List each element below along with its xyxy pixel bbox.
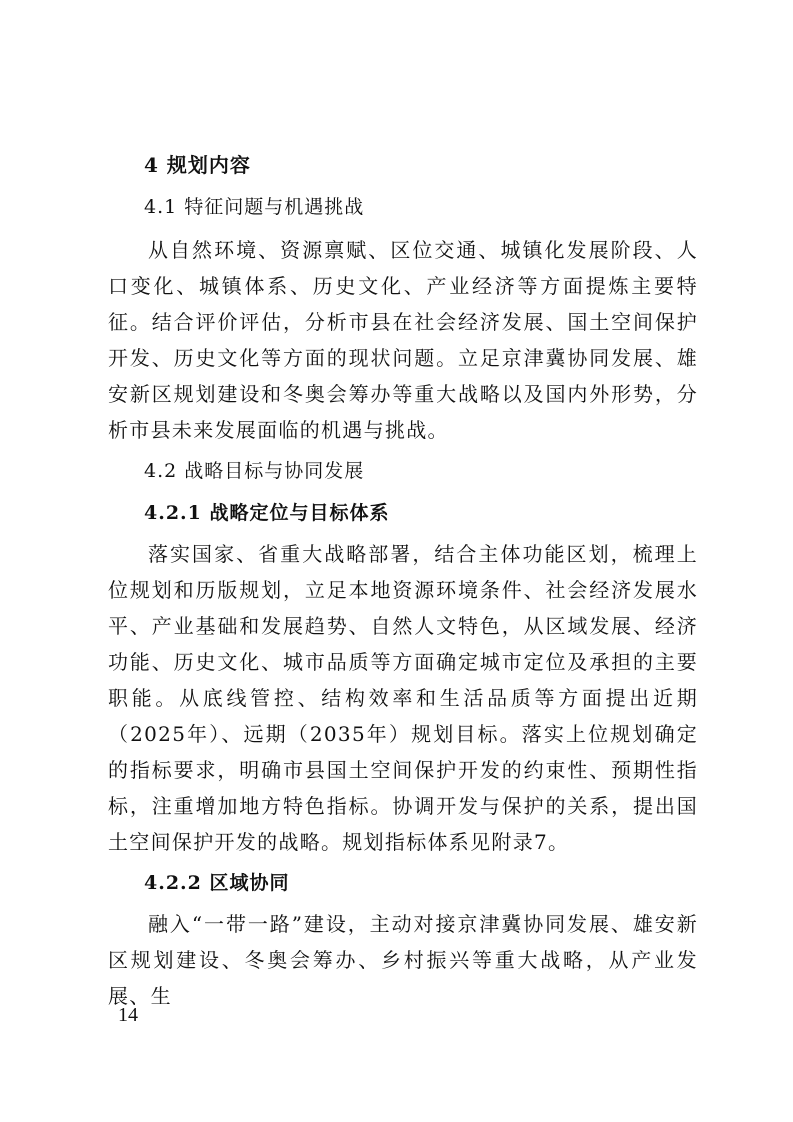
page-content [108, 148, 698, 1020]
paragraph-4-2-2: 融入“一带一路”建设，主动对接京津冀协同发展、雄安新区规划建设、冬奥会筹办、乡村振兴等重大战略，从产业发展、生 [108, 912, 698, 1008]
section-heading: 4 规划内容 [144, 153, 251, 177]
paragraph-4-2-1: 落实国家、省重大战略部署，结合主体功能区划，梳理上位规划和历版规划，立足本地资源环境条件、社会经济发展水平、产业基础和发展趋势、自然人文特色，从区域发展、经济功能、历史文化、城市品质等方面确定城市定位及承担的主要职能。从底线管控、结构效率和生活品质等方面提出近期（2025年）、远期（2035年）规划目标。落实上位规划确定的指标要求，明确市县国土空间保护开发的约束性、预期性指标，注重增加地方特色指标。协调开发与保护的关系，提出国土空间保护开发的战略。规划指标体系见附录7。 [108, 542, 698, 854]
page-number: 14 [118, 1004, 138, 1026]
subsection-heading-4-2: 4.2 战略目标与协同发展 [144, 460, 365, 482]
subsection-heading-4-2-2: 4.2.2 区域协同 [144, 872, 290, 894]
subsection-heading-4-1: 4.1 特征问题与机遇挑战 [144, 196, 365, 218]
paragraph-4-1: 从自然环境、资源禀赋、区位交通、城镇化发展阶段、人口变化、城镇体系、历史文化、产业经济等方面提炼主要特征。结合评价评估，分析市县在社会经济发展、国土空间保护开发、历史文化等方面的现状问题。立足京津冀协同发展、雄安新区规划建设和冬奥会筹办等重大战略以及国内外形势，分析市县未来发展面临的机遇与挑战。 [108, 238, 698, 442]
subsection-heading-4-2-1: 4.2.1 战略定位与目标体系 [144, 502, 390, 524]
